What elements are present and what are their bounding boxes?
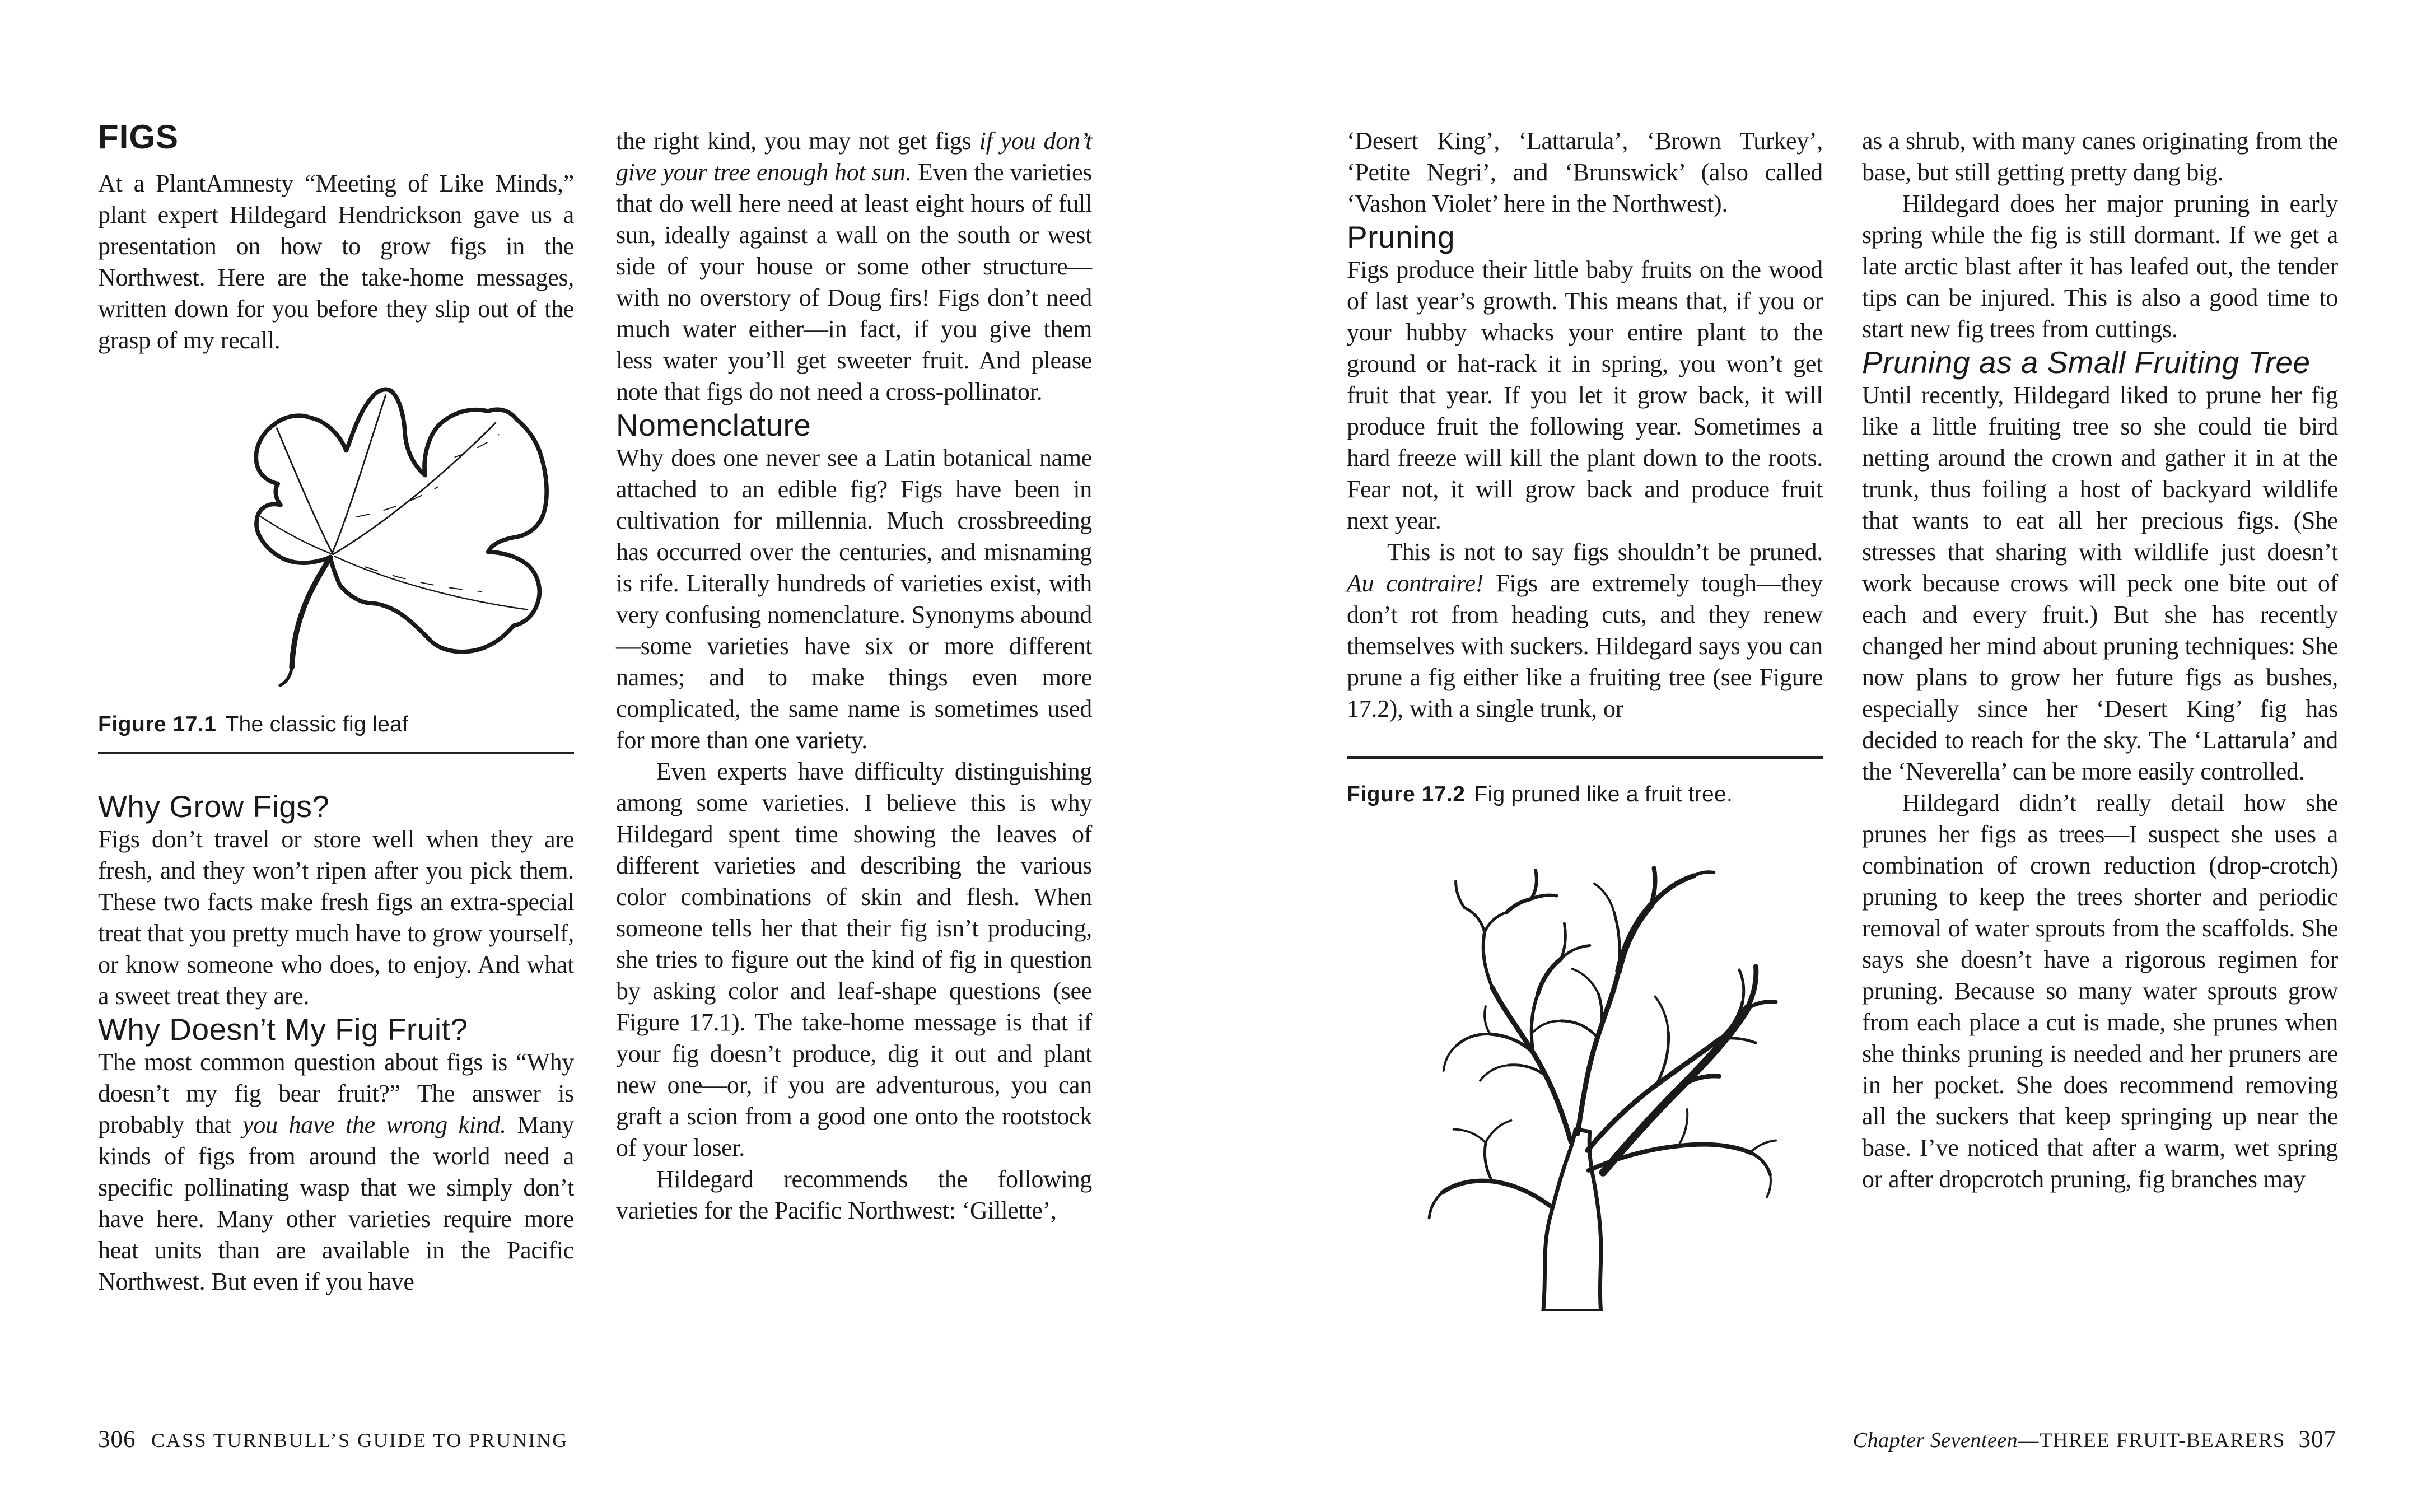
footer-separator: — <box>2018 1429 2040 1452</box>
pruning-paragraph-1: Figs produce their little baby fruits on the wood of last year’s growth. This means that, if you or your hubby whacks your entire plant to the ground or hat-rack it in spring, you won’t get fruit that year. If you let it grow back, it will produce fruit the following year. Sometimes a hard freeze will kill the plant down to the roots. Fear not, it will grow back and produce fruit next year. <box>1347 256 1823 534</box>
continuation-paragraph: the right kind, you may not get figs if you don’t give your tree enough hot sun. Even the varieties that do well here need at least eight hours of full sun, ideally against a wall on the south or west side of your house or some other structure—with no overstory of Doug firs! Figs don’t need much water either—in fact, if you give them less water you’ll get sweeter fruit. And please note that figs do not need a cross-pollinator. <box>616 127 1092 405</box>
right-page-number: 307 <box>2298 1426 2336 1453</box>
chapter-running-title: Chapter Seventeen <box>1852 1429 2018 1452</box>
figure-17-1 <box>98 375 574 699</box>
figure-17-1-caption <box>98 711 574 738</box>
figure-17-2-caption-text: Fig pruned like a fruit tree. <box>1474 782 1733 806</box>
heading-nomenclature: Nomenclature <box>616 408 811 442</box>
section-running-title: THREE FRUIT-BEARERS <box>2039 1429 2285 1452</box>
chapter-section-heading-figs: FIGS <box>98 118 179 156</box>
figure-17-1-caption-text: The classic fig leaf <box>225 712 409 736</box>
figure-17-2-rule <box>1347 756 1823 759</box>
left-page-column-2 <box>616 125 1092 1226</box>
major-pruning-paragraph: Hildegard does her major pruning in early spring while the fig is still dormant. If we get a late arctic blast after it has leafed out, the tender tips can be injured. This is also a good time to start new fig trees from cuttings. <box>1862 190 2338 343</box>
left-page-column-1 <box>98 119 574 1298</box>
intro-paragraph: At a PlantAmnesty “Meeting of Like Minds,” plant expert Hildegard Hendrickson gave us a presentation on how to grow figs in the Northwest. Here are the take-home messages, written down for you before they slip out of the grasp of my recall. <box>98 170 574 354</box>
right-page-column-2 <box>1862 125 2338 1195</box>
figure-17-1-rule <box>98 752 574 754</box>
why-grow-figs-paragraph: Figs don’t travel or store well when they are fresh, and they won’t ripen after you pick them. These two facts make fresh figs an extra-special treat that you pretty much have to grow yourself, or know someone who does, to enjoy. And what a sweet treat they are. <box>98 825 574 1010</box>
small-fruiting-tree-paragraph-2: Hildegard didn’t really detail how she prunes her figs as trees—I suspect she uses a combination of crown reduction (drop-crotch) pruning to keep the trees shorter and periodic removal of water sprouts from the scaffolds. She says she doesn’t have a rigorous regimen for pruning. Because so many water sprouts grow from each place a cut is made, she prunes when she thinks pruning is needed and her pruners are in her pocket. She does recommend removing all the suckers that keep springing up near the base. I’ve noticed that after a warm, wet spring or after dropcrotch pruning, fig branches may <box>1862 789 2338 1193</box>
fig-tree-illustration <box>1364 818 1800 1311</box>
figure-17-1-label: Figure 17.1 <box>98 712 217 736</box>
left-page-number: 306 <box>98 1426 136 1453</box>
figure-17-2-caption <box>1347 781 1823 808</box>
why-doesnt-my-fig-fruit-paragraph: The most common question about figs is “Why doesn’t my fig bear fruit?” The answer is probably that you have the wrong kind. Many kinds of figs from around the world need a specific pollinating wasp that we simply don’t have here. Many other varieties require more heat units than are available in the Pacific Northwest. But even if you have <box>98 1048 574 1295</box>
left-page-footer <box>98 1427 568 1453</box>
heading-why-grow-figs: Why Grow Figs? <box>98 789 330 824</box>
heading-pruning-as-small-fruiting-tree: Pruning as a Small Fruiting Tree <box>1862 345 2311 380</box>
figure-17-2 <box>1347 818 1823 1311</box>
nomenclature-paragraph-3: Hildegard recommends the following varieties for the Pacific Northwest: ‘Gillette’, <box>616 1165 1092 1224</box>
heading-why-doesnt-my-fig-fruit: Why Doesn’t My Fig Fruit? <box>98 1012 468 1047</box>
nomenclature-paragraph-2: Even experts have difficulty distinguishing among some varieties. I believe this is why Hildegard spent time showing the leaves of different varieties and describing the various color combinations of skin and flesh. When someone tells her that their fig isn’t producing, she tries to figure out the kind of fig in question by asking color and leaf-shape questions (see Figure 17.1). The take-home message is that if your fig doesn’t produce, dig it out and plant new one—or, if you are adventurous, you can graft a scion from a good one onto the rootstock of your loser. <box>616 758 1092 1161</box>
pruning-paragraph-2: This is not to say figs shouldn’t be pruned. Au contraire! Figs are extremely tough—they don’t rot from heading cuts, and they renew themselves with suckers. Hildegard says you can prune a fig either like a fruiting tree (see Figure 17.2), with a single trunk, or <box>1347 538 1823 722</box>
fig-leaf-illustration <box>226 375 562 699</box>
nomenclature-paragraph-1: Why does one never see a Latin botanical name attached to an edible fig? Figs have been in cultivation for millennia. Much crossbreeding has occurred over the centuries, and misnaming is rife. Literally hundreds of varieties exist, with very confusing nomenclature. Synonyms abound—some varieties have six or more different names; and to make things even more complicated, the same name is sometimes used for more than one variety. <box>616 444 1092 754</box>
right-page-column-1 <box>1347 125 1823 1311</box>
right-page-footer <box>1853 1427 2336 1454</box>
heading-pruning: Pruning <box>1347 220 1455 254</box>
book-running-title: CASS TURNBULL’S GUIDE TO PRUNING <box>151 1429 568 1452</box>
shrub-continuation-paragraph: as a shrub, with many canes originating from the base, but still getting pretty dang big. <box>1862 127 2338 186</box>
small-fruiting-tree-paragraph-1: Until recently, Hildegard liked to prune her fig like a little fruiting tree so she could tie bird netting around the crown and gather it in at the trunk, thus foiling a host of backyard wildlife that wants to eat all her precious figs. (She stresses that sharing with wildlife just doesn’t work because crows will peck one bite out of each and every fruit.) But she has recently changed her mind about pruning techniques: She now plans to grow her future figs as bushes, especially since her ‘Desert King’ fig has decided to reach for the sky. The ‘Lattarula’ and the ‘Neverella’ can be more easily controlled. <box>1862 381 2338 785</box>
varieties-continuation-paragraph: ‘Desert King’, ‘Lattarula’, ‘Brown Turkey’, ‘Petite Negri’, and ‘Brunswick’ (also called ‘Vashon Violet’ here in the Northwest). <box>1347 127 1823 217</box>
figure-17-2-label: Figure 17.2 <box>1347 782 1466 806</box>
